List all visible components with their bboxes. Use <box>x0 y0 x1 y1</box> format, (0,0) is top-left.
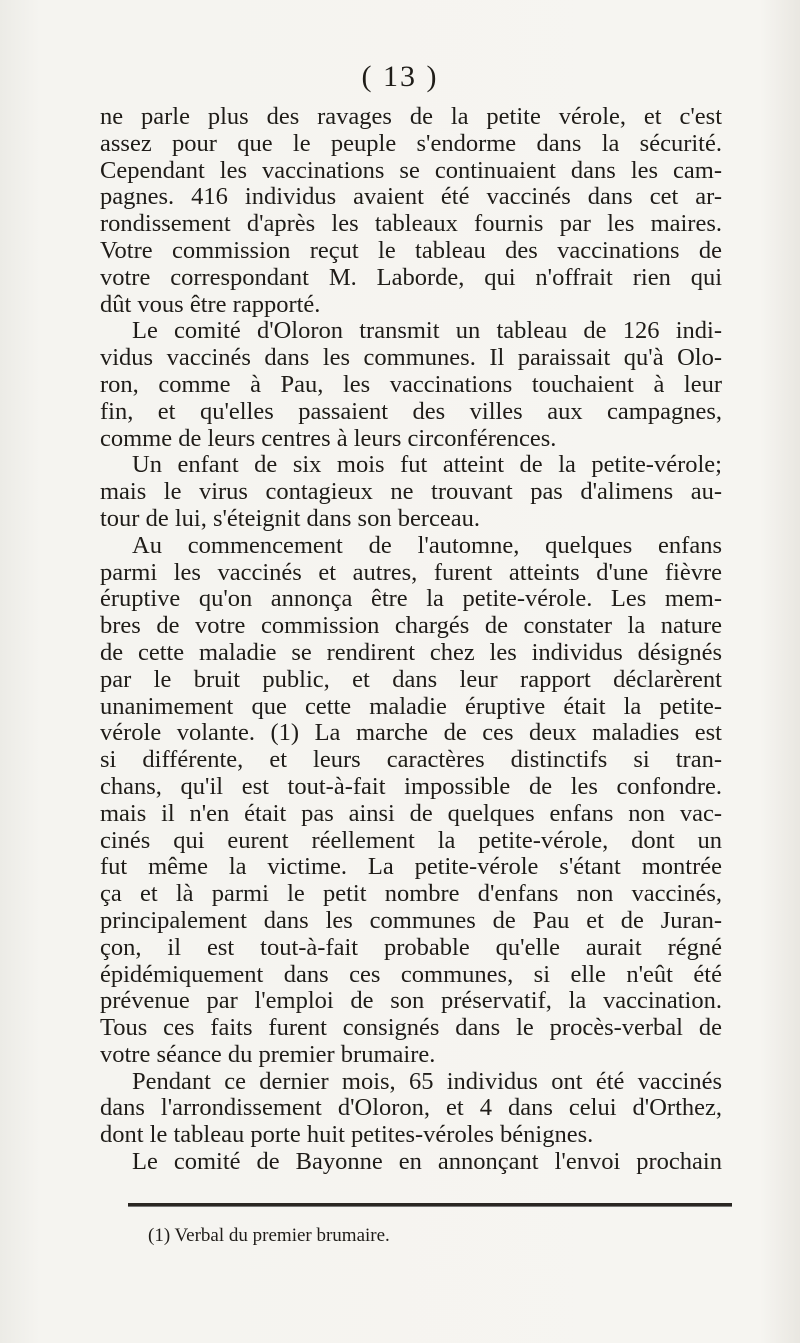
body-text <box>100 104 722 1176</box>
text-line: prévenue par l'emploi de son préservatif, la vaccination. <box>100 988 722 1015</box>
text-line: éruptive qu'on annonça être la petite-vérole. Les mem- <box>100 586 722 613</box>
footnote-rule <box>128 1203 732 1207</box>
text-line: épidémiquement dans ces communes, si elle n'eût été <box>100 961 722 988</box>
text-line: Le comité de Bayonne en annonçant l'envoi prochain <box>132 1149 722 1176</box>
text-line: principalement dans les communes de Pau et de Juran- <box>100 907 722 934</box>
text-line: si différente, et leurs caractères distinctifs si tran- <box>100 747 722 774</box>
text-line: ça et là parmi le petit nombre d'enfans non vaccinés, <box>100 881 722 908</box>
text-line: Tous ces faits furent consignés dans le procès-verbal de <box>100 1015 722 1042</box>
text-line: fut même la victime. La petite-vérole s'étant montrée <box>100 854 722 881</box>
text-line: unanimement que cette maladie éruptive était la petite- <box>100 693 722 720</box>
text-line: Votre commission reçut le tableau des vaccinations de <box>100 237 722 264</box>
text-line: votre correspondant M. Laborde, qui n'offrait rien qui <box>100 264 722 291</box>
text-line: bres de votre commission chargés de constater la nature <box>100 613 722 640</box>
text-line: Un enfant de six mois fut atteint de la petite-vérole; <box>132 452 722 479</box>
page-number: ( 13 ) <box>361 60 439 93</box>
text-line: dans l'arrondissement d'Oloron, et 4 dans celui d'Orthez, <box>100 1095 722 1122</box>
text-line: dont le tableau porte huit petites-véroles bénignes. <box>100 1122 594 1149</box>
text-line: Cependant les vaccinations se continuaient dans les cam- <box>100 157 722 184</box>
text-line: cinés qui eurent réellement la petite-vérole, dont un <box>100 827 722 854</box>
text-line: de cette maladie se rendirent chez les individus désignés <box>100 639 722 666</box>
text-line: parmi les vaccinés et autres, furent atteints d'une fièvre <box>100 559 722 586</box>
text-line: vérole volante. (1) La marche de ces deux maladies est <box>100 720 722 747</box>
text-line: Au commencement de l'automne, quelques enfans <box>132 532 722 559</box>
text-line: assez pour que le peuple s'endorme dans la sécurité. <box>100 130 722 157</box>
text-line: par le bruit public, et dans leur rapport déclarèrent <box>100 666 722 693</box>
text-line: chans, qu'il est tout-à-fait impossible de les confondre. <box>100 773 722 800</box>
text-line: Le comité d'Oloron transmit un tableau de 126 indi- <box>132 318 722 345</box>
text-line: mais le virus contagieux ne trouvant pas d'alimens au- <box>100 479 722 506</box>
text-line: Pendant ce dernier mois, 65 individus ont été vaccinés <box>132 1068 722 1095</box>
text-line: vidus vaccinés dans les communes. Il paraissait qu'à Olo- <box>100 345 722 372</box>
footnote: (1) Verbal du premier brumaire. <box>148 1225 390 1246</box>
text-line: çon, il est tout-à-fait probable qu'elle aurait régné <box>100 934 722 961</box>
text-line: votre séance du premier brumaire. <box>100 1041 436 1068</box>
text-line: dût vous être rapporté. <box>100 291 321 318</box>
text-line: ron, comme à Pau, les vaccinations touchaient à leur <box>100 371 722 398</box>
text-line: mais il n'en était pas ainsi de quelques enfans non vac- <box>100 800 722 827</box>
text-line: tour de lui, s'éteignit dans son berceau. <box>100 505 480 532</box>
text-line: rondissement d'après les tableaux fournis par les maires. <box>100 211 722 238</box>
text-line: ne parle plus des ravages de la petite vérole, et c'est <box>100 104 722 130</box>
text-line: pagnes. 416 individus avaient été vaccinés dans cet ar- <box>100 184 722 211</box>
text-line: fin, et qu'elles passaient des villes aux campagnes, <box>100 398 722 425</box>
text-line: comme de leurs centres à leurs circonférences. <box>100 425 557 452</box>
